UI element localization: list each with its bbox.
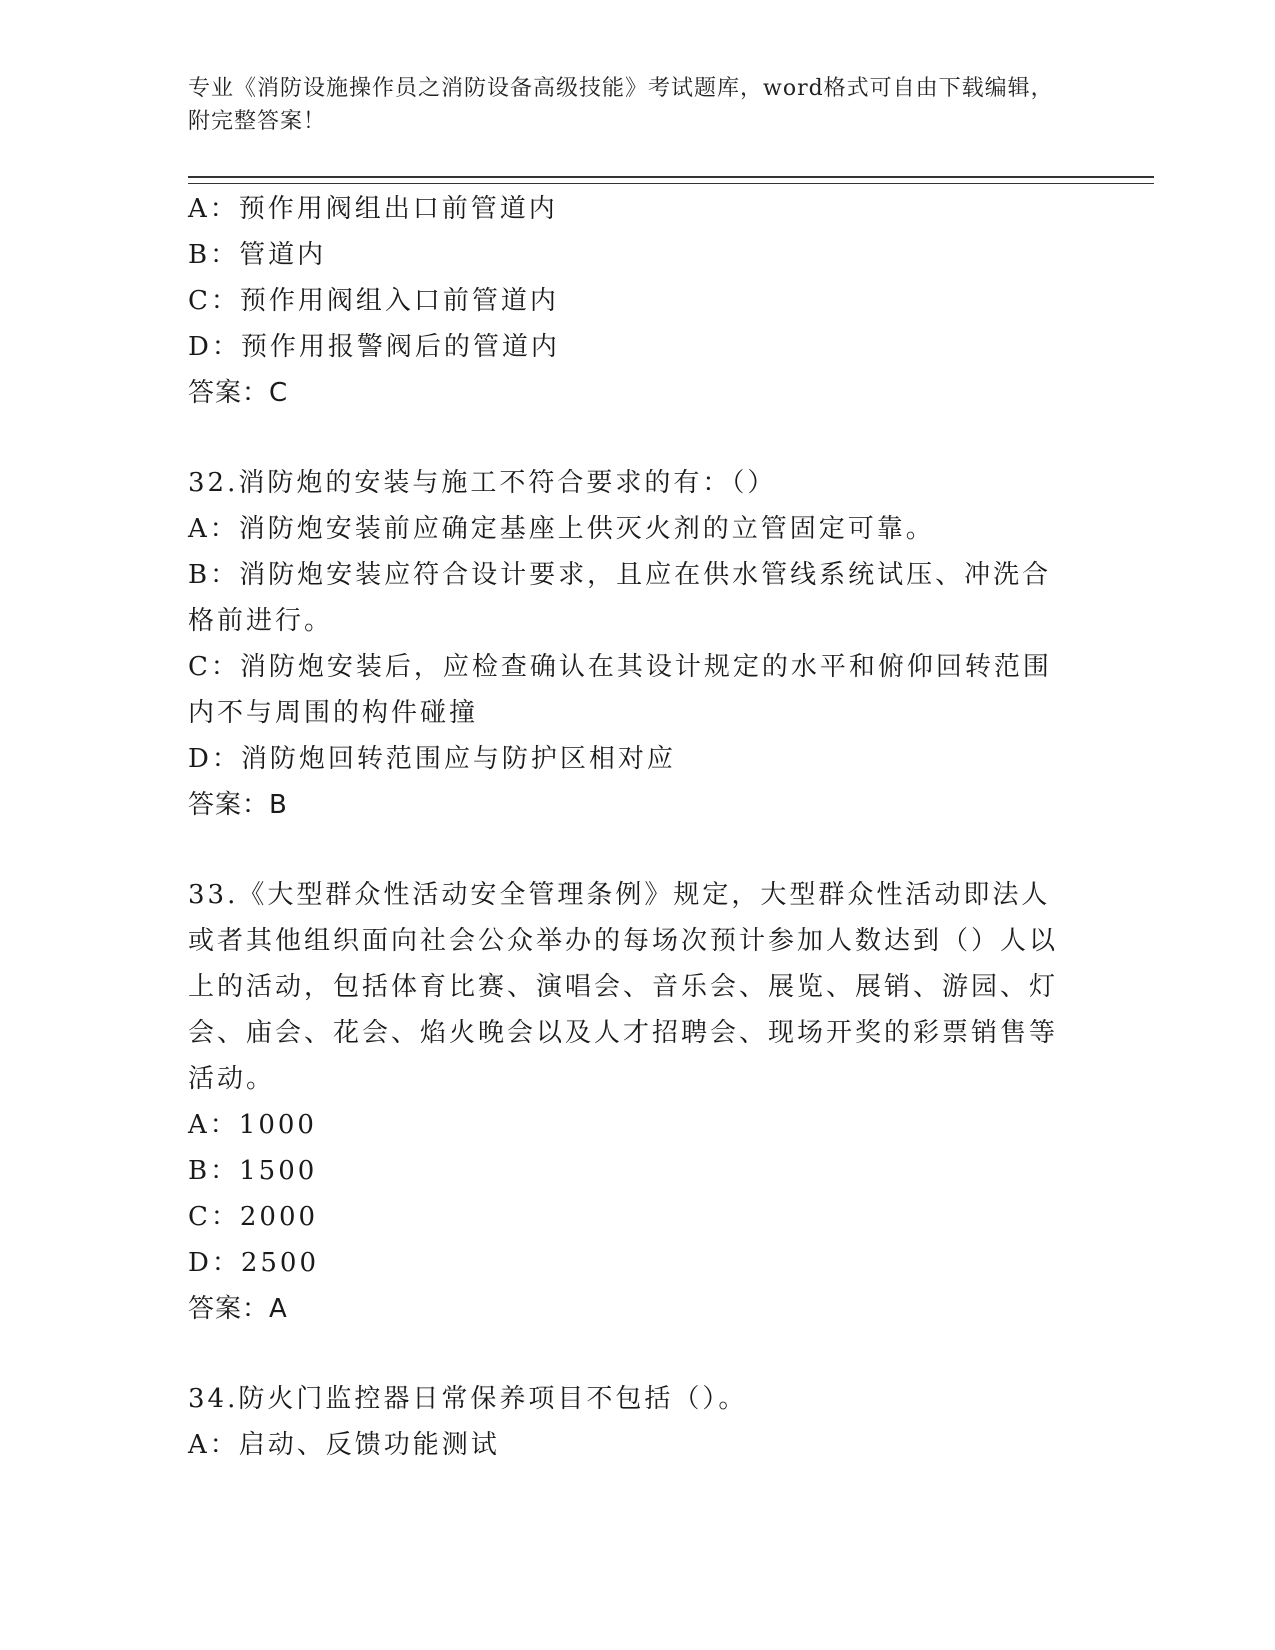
question-33 <box>188 872 1068 1332</box>
question-text: 33.《大型群众性活动安全管理条例》规定，大型群众性活动即法人或者其他组织面向社会公众举办的每场次预计参加人数达到（）人以上的活动，包括体育比赛、演唱会、音乐会、展览、展销、游园、灯会、庙会、花会、焰火晚会以及人才招聘会、现场开奖的彩票销售等活动。 <box>188 880 1059 1094</box>
option-b: B：1500 <box>188 1156 318 1186</box>
option-b: B：消防炮安装应符合设计要求，且应在供水管线系统试压、冲洗合格前进行。 <box>188 560 1052 636</box>
option-c: C：2000 <box>188 1202 319 1232</box>
question-34 <box>188 1376 1068 1468</box>
option-a: A：1000 <box>188 1110 317 1140</box>
option-a: A：启动、反馈功能测试 <box>188 1430 500 1460</box>
header-divider-thin <box>188 183 1154 184</box>
option-a: A：预作用阀组出口前管道内 <box>188 194 558 224</box>
option-d: D：2500 <box>188 1248 320 1278</box>
question-text: 34.防火门监控器日常保养项目不包括（）。 <box>188 1384 748 1414</box>
option-d: D：预作用报警阀后的管道内 <box>188 332 560 362</box>
option-a: A：消防炮安装前应确定基座上供灭火剂的立管固定可靠。 <box>188 514 935 544</box>
option-b: B：管道内 <box>188 240 327 270</box>
header-divider <box>188 176 1154 178</box>
question-32 <box>188 460 1068 828</box>
question-31 <box>188 186 1068 416</box>
document-header: 专业《消防设施操作员之消防设备高级技能》考试题库，word格式可自由下载编辑，附完整答案！ <box>188 76 1054 134</box>
option-d: D：消防炮回转范围应与防护区相对应 <box>188 744 676 774</box>
answer: 答案：B <box>188 790 288 820</box>
option-c: C：预作用阀组入口前管道内 <box>188 286 559 316</box>
question-text: 32.消防炮的安装与施工不符合要求的有：（） <box>188 468 777 498</box>
answer: 答案：A <box>188 1294 288 1324</box>
answer: 答案：C <box>188 378 289 408</box>
question-list <box>188 186 1068 1468</box>
option-c: C：消防炮安装后，应检查确认在其设计规定的水平和俯仰回转范围内不与周围的构件碰撞 <box>188 652 1052 728</box>
